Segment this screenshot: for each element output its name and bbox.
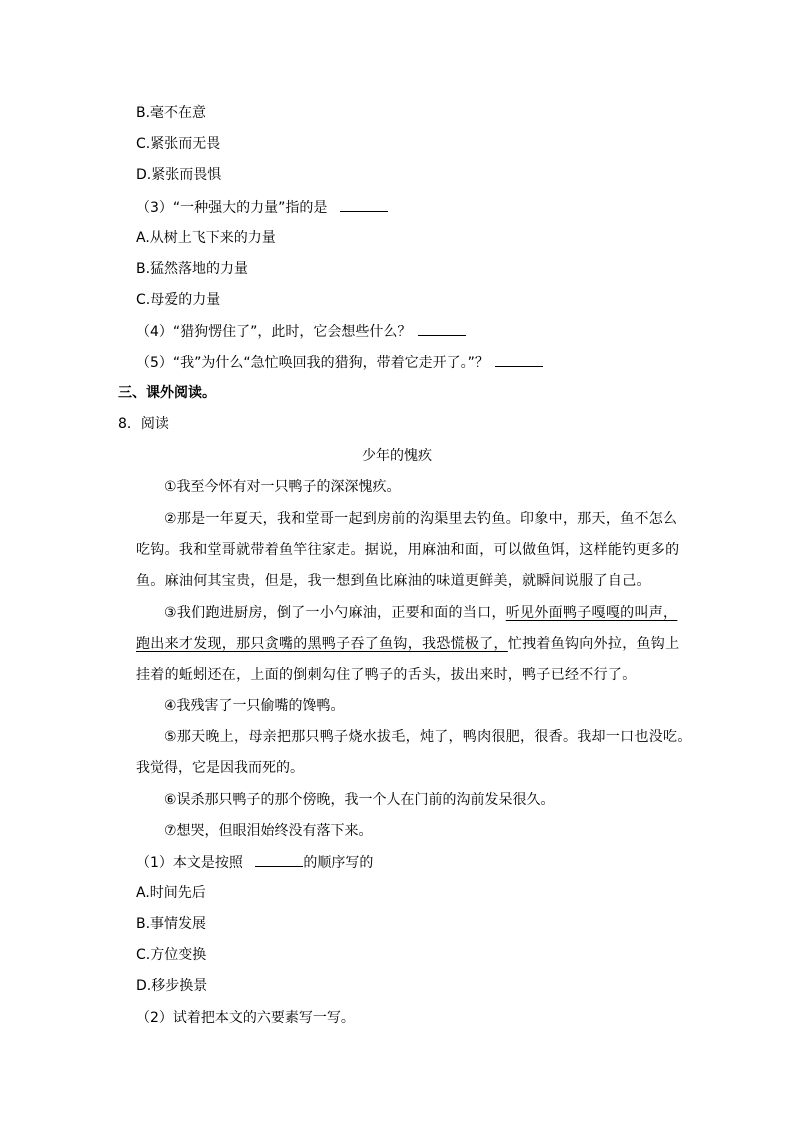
q7-sub3-option-c: C.母爱的力量 [136,292,221,308]
passage-para-2-line-1: ②那是一年夏天，我和堂哥一起到房前的沟渠里去钓鱼。印象中，那天，鱼不怎么 [164,511,678,527]
q7-sub3-stem [136,197,388,217]
passage-para-7: ⑦想哭，但眼泪始终没有落下来。 [164,823,373,839]
q8-sub1-option-d: D.移步换景 [136,978,208,994]
passage-para-3-line-3: 挂着的蚯蚓还在，上面的倒刺勾住了鸭子的舌头，拔出来时，鸭子已经不行了。 [136,667,637,683]
passage-para-2-line-2: 吃钩。我和堂哥就带着鱼竿往家走。据说，用麻油和面，可以做鱼饵，这样能钓更多的 [136,542,680,558]
q8-sub2-stem: （2）试着把本文的六要素写一写。 [136,1010,355,1026]
passage-para-5-line-2: 我觉得，它是因我而死的。 [136,760,304,776]
q7-sub3-stem-text: （3）“一种强大的力量”指的是 [136,200,328,216]
passage-para-2-line-3: 鱼。麻油何其宝贵，但是，我一想到鱼比麻油的味道更鲜美，就瞬间说服了自己。 [136,573,651,589]
section-3-heading: 三、课外阅读。 [118,385,216,401]
q7-sub4 [136,321,466,341]
passage-para-5-line-1: ⑤那天晚上，母亲把那只鸭子烧水拔毛，炖了，鸭肉很肥，很香。我却一口也没吃。 [164,729,692,745]
passage-para-3-line-1 [164,603,677,623]
q8-sub1-option-c: C.方位变换 [136,947,207,963]
passage-para-3-line-1-plain: ③我们跑进厨房，倒了一小勺麻油，正要和面的当口， [164,605,506,621]
passage-para-1: ①我至今怀有对一只鸭子的深深愧疚。 [164,479,401,495]
passage-para-6: ⑥误杀那只鸭子的那个傍晚，我一个人在门前的沟前发呆很久。 [164,792,555,808]
passage-title: 少年的愧疚 [362,448,432,464]
q8-sub1-stem-text-b: 的顺序写的 [303,855,374,871]
answer-blank[interactable] [255,852,303,867]
q8-sub1-option-a: A.时间先后 [136,885,206,901]
q7-option-d: D.紧张而畏惧 [136,167,222,183]
answer-blank[interactable] [340,197,388,212]
q8-sub1-stem [136,852,373,872]
q8-number: 8．阅读 [118,416,169,432]
q7-option-c: C.紧张而无畏 [136,136,221,152]
underlined-sentence: 听见外面鸭子嘎嘎的叫声， [505,605,678,621]
q7-sub3-option-a: A.从树上飞下来的力量 [136,230,276,246]
q7-sub5 [136,352,543,372]
underlined-sentence: 跑出来才发现，那只贪嘴的黑鸭子吞了鱼钩，我恐慌极了， [136,636,508,652]
q7-sub3-option-b: B.猛然落地的力量 [136,261,249,277]
answer-blank[interactable] [495,352,543,367]
passage-para-3-line-2 [136,634,679,654]
q7-sub4-text: （4）“猎狗愣住了”，此时，它会想些什么？ [136,324,412,340]
q8-sub1-stem-text-a: （1）本文是按照 [136,855,243,871]
q7-option-b: B.毫不在意 [136,105,207,121]
q8-sub1-option-b: B.事情发展 [136,916,207,932]
answer-blank[interactable] [418,321,466,336]
passage-para-3-line-2-plain: 忙拽着鱼钩向外拉，鱼钩上 [507,636,680,652]
q7-sub5-text: （5）“我”为什么“急忙唤回我的猎狗，带着它走开了。”？ [136,355,489,371]
passage-para-4: ④我残害了一只偷嘴的馋鸭。 [164,698,345,714]
